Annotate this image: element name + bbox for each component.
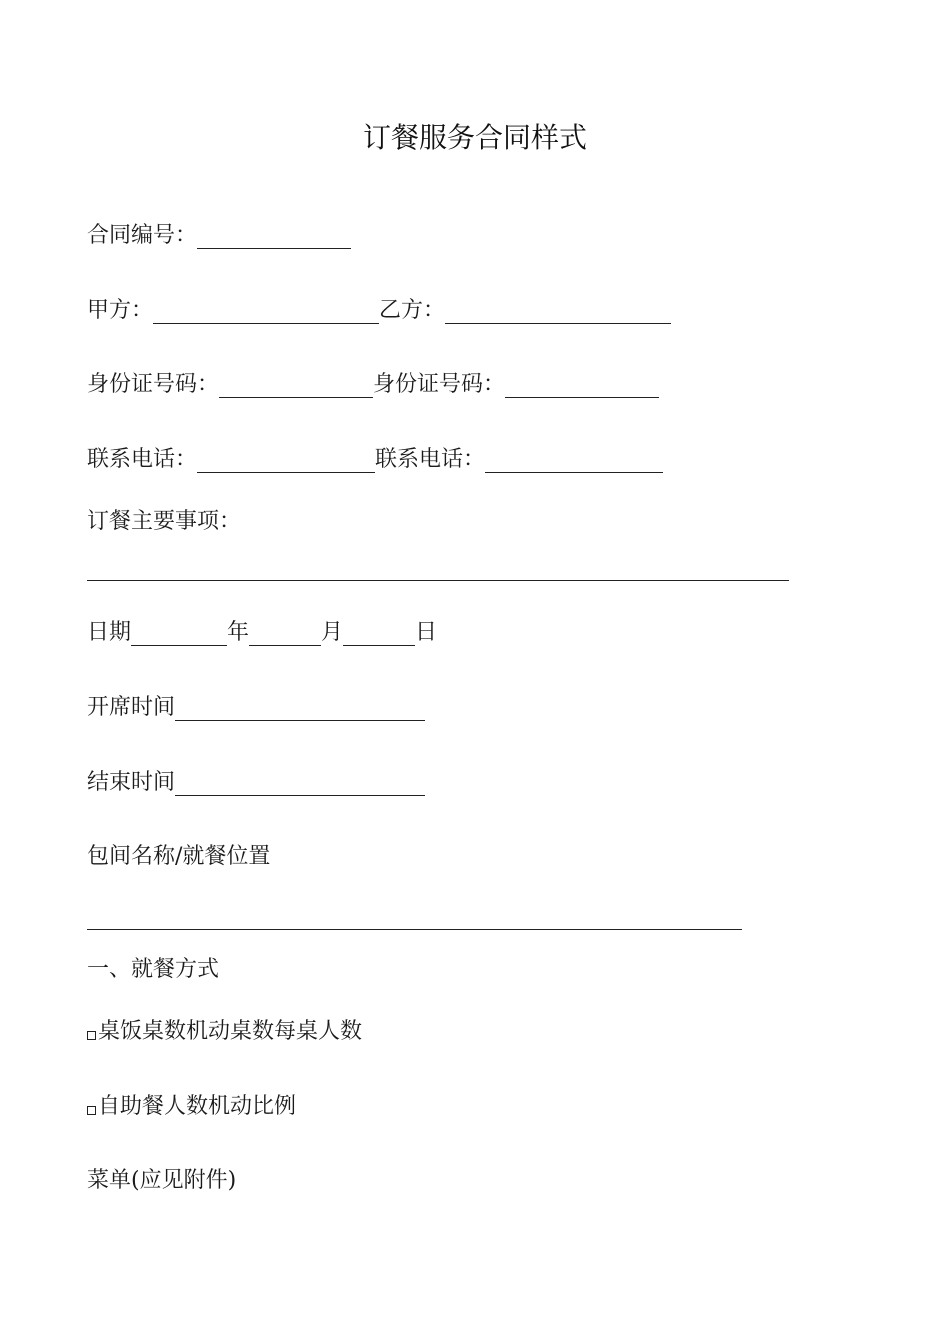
main-items-row: [87, 506, 241, 538]
contract-number-row: [87, 220, 351, 252]
id-number-a-label: 身份证号码：: [87, 372, 220, 397]
option-table-row[interactable]: [87, 1016, 362, 1048]
phone-a-field[interactable]: [197, 448, 375, 473]
option-buffet-label: 自助餐人数机动比例: [98, 1094, 297, 1119]
start-time-field[interactable]: [175, 696, 425, 721]
party-a-field[interactable]: [153, 299, 379, 324]
date-month-field[interactable]: [249, 621, 321, 646]
menu-note-row: [87, 1165, 236, 1197]
option-buffet-row[interactable]: [87, 1091, 296, 1123]
id-number-a-field[interactable]: [219, 373, 373, 398]
id-number-row: [87, 369, 659, 401]
room-label: 包间名称/就餐位置: [87, 844, 271, 869]
page-title: 订餐服务合同样式: [362, 121, 587, 154]
end-time-row: [87, 767, 425, 799]
main-items-field[interactable]: [87, 579, 789, 581]
phone-b-label: 联系电话：: [375, 447, 486, 472]
option-table-label: 桌饭桌数机动桌数每桌人数: [98, 1019, 363, 1044]
end-time-field[interactable]: [175, 771, 425, 796]
section-dining-method: [87, 954, 219, 986]
date-year-field[interactable]: [131, 621, 227, 646]
main-items-label: 订餐主要事项：: [87, 509, 242, 534]
buffet-option-checkbox[interactable]: [87, 1106, 96, 1115]
date-day-label: 日: [415, 620, 438, 645]
phone-b-field[interactable]: [485, 448, 663, 473]
room-field[interactable]: [87, 928, 742, 930]
date-row: [87, 617, 437, 649]
start-time-label: 开席时间: [87, 695, 176, 720]
id-number-b-label: 身份证号码：: [373, 372, 506, 397]
start-time-row: [87, 692, 425, 724]
room-row: [87, 841, 270, 873]
menu-note: 菜单(应见附件): [87, 1168, 237, 1193]
table-option-checkbox[interactable]: [87, 1031, 96, 1040]
end-time-label: 结束时间: [87, 770, 176, 795]
party-a-label: 甲方：: [87, 298, 154, 323]
date-month-label: 月: [321, 620, 344, 645]
date-day-field[interactable]: [343, 621, 415, 646]
section-dining-method-heading: 一、就餐方式: [87, 957, 220, 982]
id-number-b-field[interactable]: [505, 373, 659, 398]
contract-number-label: 合同编号：: [87, 223, 198, 248]
phone-a-label: 联系电话：: [87, 447, 198, 472]
phone-row: [87, 444, 663, 476]
contract-number-field[interactable]: [197, 224, 351, 249]
date-label: 日期: [87, 620, 132, 645]
parties-row: [87, 295, 671, 327]
date-year-label: 年: [227, 620, 250, 645]
party-b-field[interactable]: [445, 299, 671, 324]
party-b-label: 乙方：: [379, 298, 446, 323]
